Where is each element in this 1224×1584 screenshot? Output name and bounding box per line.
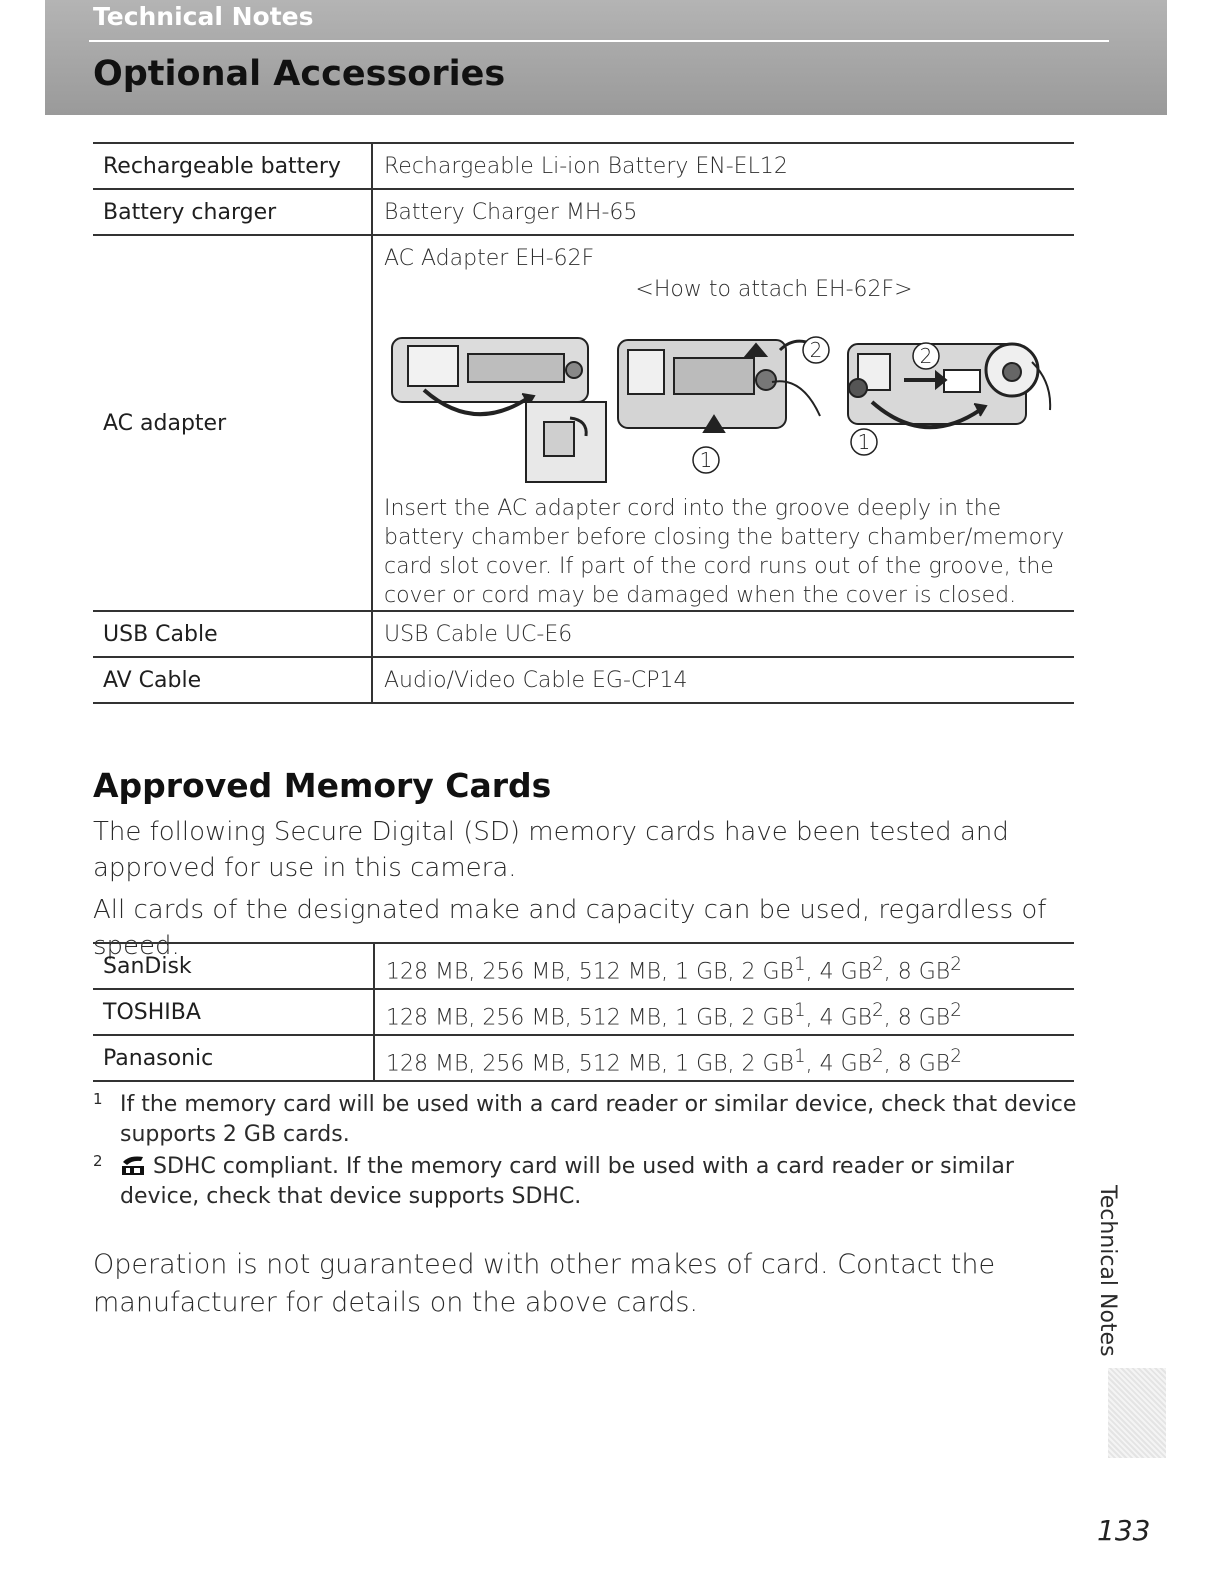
table-row [93,143,1074,189]
footnote-marker: 2 [93,1152,103,1170]
card-make: TOSHIBA [93,989,374,1035]
step-two-label: 2 [809,338,823,362]
accessory-name: AV Cable [93,657,372,703]
footnote-text: SDHC compliant. If the memory card will be used with a card reader or similar device, check that device supports SDHC. [120,1154,1014,1209]
accessory-name: AC adapter [93,235,372,611]
sdhc-logo-icon [120,1153,146,1177]
step-two-label: 2 [919,344,933,368]
table-row [93,1035,1074,1081]
camera-step-b [618,340,820,432]
section-label: Technical Notes [93,2,314,31]
intro-paragraph: The following Secure Digital (SD) memory cards have been tested and approved for use in this camera. [93,817,1009,883]
attach-illustration [384,310,1074,492]
attach-diagram [384,310,1070,492]
memory-cards-table [93,942,1074,1082]
intro-paragraph: All cards of the designated make and capacity can be used, regardless of speed. [93,895,1047,961]
page-title: Optional Accessories [93,54,506,94]
ac-adapter-cell [372,235,1074,611]
accessory-model: Battery Charger MH-65 [372,189,1074,235]
card-capacities: 128 MB, 256 MB, 512 MB, 1 GB, 2 $GB^1$, 4 $GB^2$, 8 $GB^2$ [374,943,1074,989]
card-capacities: 128 MB, 256 MB, 512 MB, 1 GB, 2 $GB^1$, 4 $GB^2$, 8 $GB^2$ [374,1035,1074,1081]
table-row [93,611,1074,657]
card-capacities: 128 MB, 256 MB, 512 MB, 1 GB, 2 $GB^1$, 4 $GB^2$, 8 $GB^2$ [374,989,1074,1035]
footnote-2 [93,1152,1083,1212]
camera-step-a [392,338,606,482]
side-tab-marker [1108,1368,1166,1458]
header-rule [89,40,1109,42]
footnote-marker: 1 [93,1090,103,1108]
table-row [93,657,1074,703]
card-make: SanDisk [93,943,374,989]
table-row [93,235,1074,611]
side-tab-label: Technical Notes [1095,1185,1120,1357]
accessory-name: Battery charger [93,189,372,235]
step-one-label: 1 [699,448,713,472]
accessories-table [93,142,1074,704]
ac-adapter-note: Insert the AC adapter cord into the groove deeply in the battery chamber before closing the battery chamber/memory card slot cover. If part of the cord runs out of the groove, the cover or cord may be damaged when the cover is closed. [384,496,1065,608]
accessory-model: Rechargeable Li-ion Battery EN-EL12 [372,143,1074,189]
page-number: 133 [1097,1514,1151,1547]
footnote-1 [93,1090,1083,1150]
footnote-text: If the memory card will be used with a card reader or similar device, check that device supports 2 GB cards. [120,1092,1077,1147]
table-row [93,943,1074,989]
closing-paragraph: Operation is not guaranteed with other makes of card. Contact the manufacturer for details on the above cards. [93,1249,996,1318]
figure-caption: <How to attach EH-62F> [635,277,913,302]
chapter-header [45,0,1167,115]
accessory-name: Rechargeable battery [93,143,372,189]
accessory-name: USB Cable [93,611,372,657]
accessory-model: USB Cable UC-E6 [372,611,1074,657]
step-one-label: 1 [857,430,871,454]
table-row [93,989,1074,1035]
section-heading: Approved Memory Cards [93,766,552,805]
accessory-model: Audio/Video Cable EG-CP14 [372,657,1074,703]
card-make: Panasonic [93,1035,374,1081]
table-row [93,189,1074,235]
camera-step-c [848,344,1050,427]
accessory-model: AC Adapter EH-62F [384,246,595,271]
